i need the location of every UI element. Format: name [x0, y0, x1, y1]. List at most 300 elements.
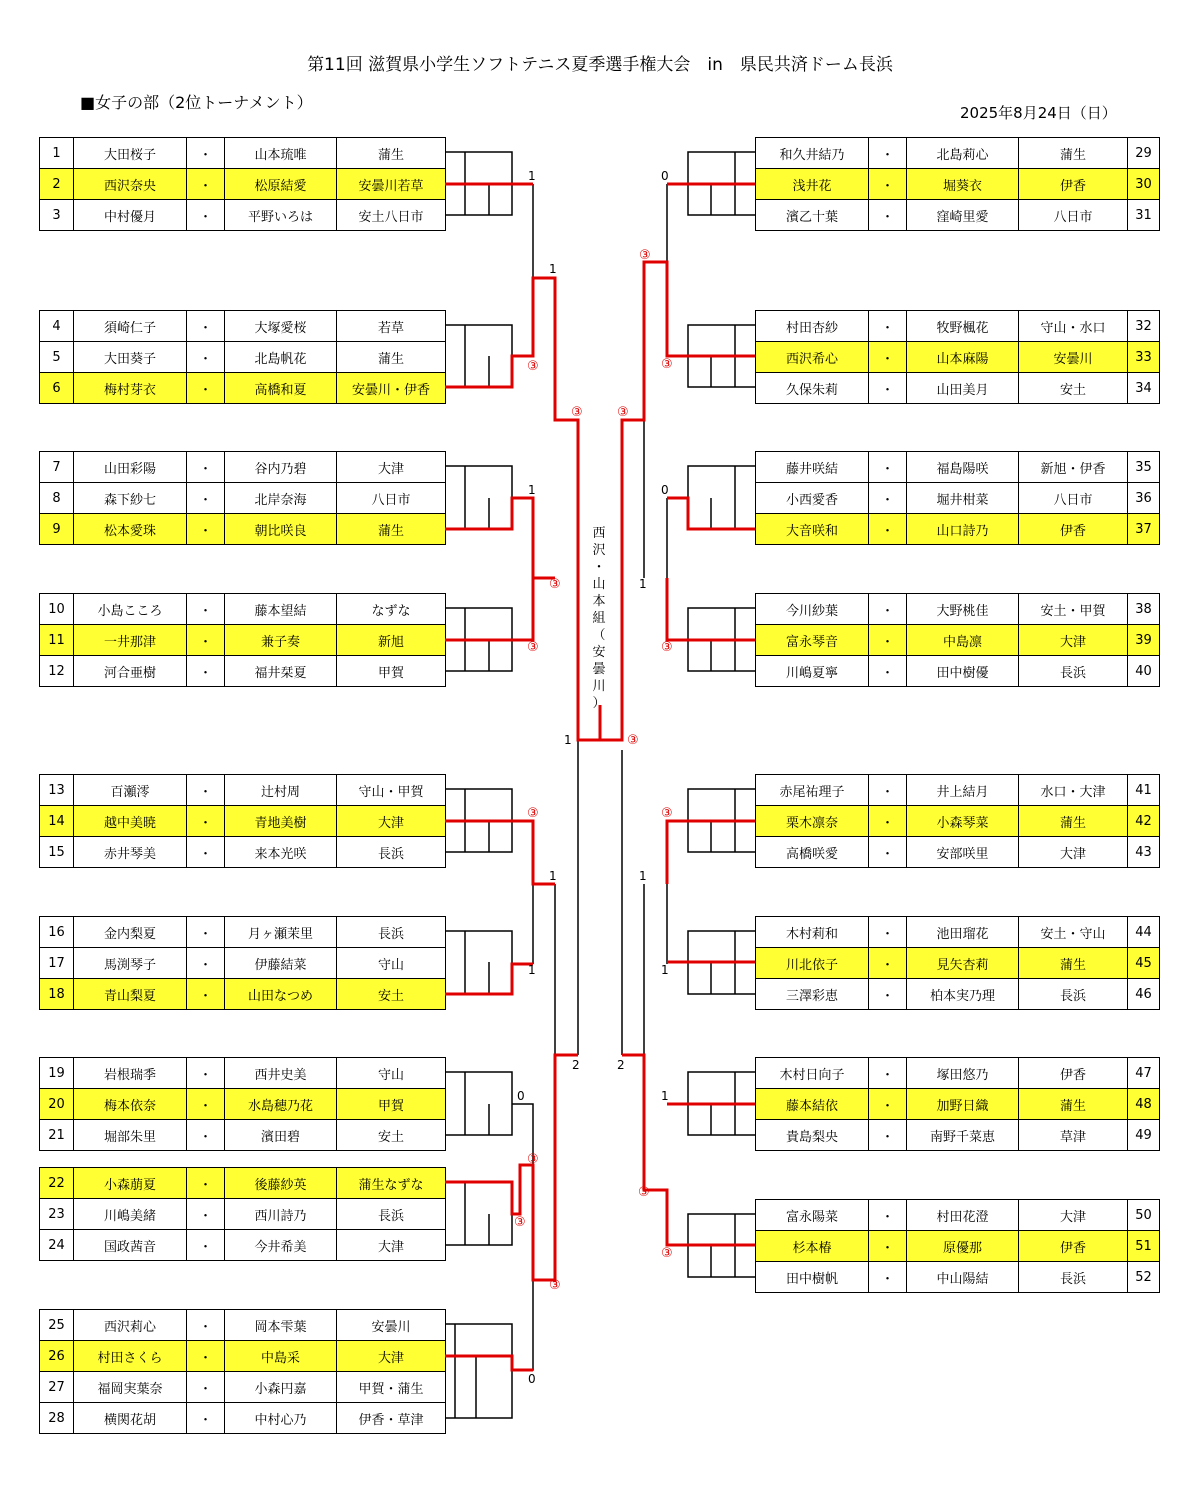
player2-name: 大塚愛桜 [225, 311, 337, 342]
entry-number: 40 [1128, 656, 1160, 687]
player2-name: 塚田悠乃 [907, 1058, 1019, 1089]
score-label: ③ [661, 1246, 673, 1261]
pair-separator: ・ [187, 1310, 225, 1341]
score-label: ③ [527, 806, 539, 821]
score-label: ③ [527, 640, 539, 655]
pair-separator: ・ [869, 342, 907, 373]
score-label: ③ [571, 405, 583, 420]
team-name: 蒲生 [1019, 948, 1128, 979]
entry-number: 32 [1128, 311, 1160, 342]
player2-name: 安部咲里 [907, 837, 1019, 868]
pair-separator: ・ [869, 483, 907, 514]
player1-name: 杉本椿 [756, 1231, 869, 1262]
player1-name: 大田桜子 [74, 138, 187, 169]
team-name: 蒲生 [337, 342, 446, 373]
entry-number: 6 [40, 373, 74, 404]
score-label: 0 [528, 1372, 536, 1386]
team-name: 安土八日市 [337, 200, 446, 231]
entry-number: 35 [1128, 452, 1160, 483]
entry-number: 46 [1128, 979, 1160, 1010]
pair-separator: ・ [869, 806, 907, 837]
player2-name: 小森琴菜 [907, 806, 1019, 837]
player1-name: 須崎仁子 [74, 311, 187, 342]
player1-name: 西沢莉心 [74, 1310, 187, 1341]
player2-name: 兼子奏 [225, 625, 337, 656]
player2-name: 牧野楓花 [907, 311, 1019, 342]
team-name: 水口・大津 [1019, 775, 1128, 806]
team-name: 甲賀 [337, 656, 446, 687]
champion-char: 曇 [592, 662, 606, 677]
entry-number: 49 [1128, 1120, 1160, 1151]
entry-number: 20 [40, 1089, 74, 1120]
entry-number: 23 [40, 1199, 74, 1230]
entry-number: 12 [40, 656, 74, 687]
pair-separator: ・ [869, 169, 907, 200]
pair-separator: ・ [187, 169, 225, 200]
pair-separator: ・ [187, 514, 225, 545]
entry-number: 44 [1128, 917, 1160, 948]
team-name: 草津 [1019, 1120, 1128, 1151]
pair-separator: ・ [869, 452, 907, 483]
entry-number: 15 [40, 837, 74, 868]
entry-number: 5 [40, 342, 74, 373]
player1-name: 川北依子 [756, 948, 869, 979]
champion-char: ・ [592, 560, 606, 575]
player2-name: 中島凛 [907, 625, 1019, 656]
player2-name: 池田瑠花 [907, 917, 1019, 948]
team-name: 守山・水口 [1019, 311, 1128, 342]
team-name: 蒲生 [337, 514, 446, 545]
player2-name: 松原結愛 [225, 169, 337, 200]
pair-separator: ・ [869, 1231, 907, 1262]
player2-name: 後藤紗英 [225, 1168, 337, 1199]
entry-number: 42 [1128, 806, 1160, 837]
champion-char: 沢 [592, 543, 606, 558]
entry-number: 10 [40, 594, 74, 625]
player1-name: 木村莉和 [756, 917, 869, 948]
pair-separator: ・ [187, 656, 225, 687]
pair-separator: ・ [869, 1089, 907, 1120]
entry-number: 26 [40, 1341, 74, 1372]
pair-separator: ・ [869, 138, 907, 169]
team-name: 蒲生 [1019, 138, 1128, 169]
player2-name: 山口詩乃 [907, 514, 1019, 545]
team-name: 八日市 [1019, 200, 1128, 231]
team-name: 大津 [337, 1341, 446, 1372]
team-name: 甲賀 [337, 1089, 446, 1120]
team-name: 蒲生 [1019, 806, 1128, 837]
player1-name: 田中樹帆 [756, 1262, 869, 1293]
entry-number: 4 [40, 311, 74, 342]
player1-name: 大音咲和 [756, 514, 869, 545]
team-name: 八日市 [1019, 483, 1128, 514]
team-name: 大津 [337, 806, 446, 837]
entry-number: 19 [40, 1058, 74, 1089]
player2-name: 見矢杏莉 [907, 948, 1019, 979]
pair-separator: ・ [187, 1372, 225, 1403]
entry-number: 25 [40, 1310, 74, 1341]
player1-name: 三澤彩恵 [756, 979, 869, 1010]
entry-number: 14 [40, 806, 74, 837]
team-name: なずな [337, 594, 446, 625]
score-label: ③ [661, 806, 673, 821]
player2-name: 中村心乃 [225, 1403, 337, 1434]
team-name: 大津 [337, 452, 446, 483]
player2-name: 水島穂乃花 [225, 1089, 337, 1120]
left-bracket-structure [445, 152, 578, 1418]
pair-separator: ・ [869, 373, 907, 404]
player1-name: 堀部朱里 [74, 1120, 187, 1151]
player2-name: 月ヶ瀬茉里 [225, 917, 337, 948]
champion-char: （ [592, 628, 606, 643]
score-label: ③ [661, 357, 673, 372]
pair-separator: ・ [869, 775, 907, 806]
player2-name: 福井栞夏 [225, 656, 337, 687]
pair-separator: ・ [187, 483, 225, 514]
team-name: 伊香 [1019, 514, 1128, 545]
player2-name: 西川詩乃 [225, 1199, 337, 1230]
event-date: 2025年8月24日（日） [960, 104, 1117, 122]
player2-name: 今井希美 [225, 1230, 337, 1261]
player2-name: 西井史美 [225, 1058, 337, 1089]
entry-number: 21 [40, 1120, 74, 1151]
player1-name: 川嶋美緒 [74, 1199, 187, 1230]
champion-char: ） [592, 696, 606, 711]
score-label: 2 [572, 1058, 580, 1072]
entry-number: 7 [40, 452, 74, 483]
player2-name: 藤本望結 [225, 594, 337, 625]
winner-path-lines [445, 184, 755, 1370]
score-label: 1 [549, 869, 557, 883]
player1-name: 富永陽菜 [756, 1200, 869, 1231]
pair-separator: ・ [869, 656, 907, 687]
team-name: 安曇川・伊香 [337, 373, 446, 404]
champion-char: 組 [592, 611, 606, 626]
score-label: ③ [527, 359, 539, 374]
player1-name: 金内梨夏 [74, 917, 187, 948]
right-bracket-structure [622, 152, 755, 1277]
player2-name: 高橋和夏 [225, 373, 337, 404]
team-name: 蒲生 [1019, 1089, 1128, 1120]
player1-name: 一井那津 [74, 625, 187, 656]
player2-name: 伊藤結菜 [225, 948, 337, 979]
pair-separator: ・ [869, 1120, 907, 1151]
team-name: 安曇川 [1019, 342, 1128, 373]
pair-separator: ・ [187, 594, 225, 625]
entry-number: 24 [40, 1230, 74, 1261]
player1-name: 富永琴音 [756, 625, 869, 656]
player1-name: 村田さくら [74, 1341, 187, 1372]
player1-name: 国政茜音 [74, 1230, 187, 1261]
entry-number: 29 [1128, 138, 1160, 169]
pair-separator: ・ [187, 837, 225, 868]
pair-separator: ・ [869, 948, 907, 979]
pair-separator: ・ [187, 917, 225, 948]
score-label: 0 [517, 1089, 525, 1103]
entry-number: 8 [40, 483, 74, 514]
score-label: ③ [638, 1185, 650, 1200]
team-name: 大津 [1019, 837, 1128, 868]
player1-name: 山田彩陽 [74, 452, 187, 483]
player1-name: 村田杏紗 [756, 311, 869, 342]
player2-name: 山本琉唯 [225, 138, 337, 169]
score-label: ③ [661, 640, 673, 655]
entry-number: 11 [40, 625, 74, 656]
team-name: 蒲生なずな [337, 1168, 446, 1199]
player1-name: 梅本依奈 [74, 1089, 187, 1120]
pair-separator: ・ [187, 1058, 225, 1089]
entry-number: 43 [1128, 837, 1160, 868]
score-label: 1 [549, 262, 557, 276]
pair-separator: ・ [187, 1168, 225, 1199]
pair-separator: ・ [187, 373, 225, 404]
player2-name: 村田花澄 [907, 1200, 1019, 1231]
entry-number: 36 [1128, 483, 1160, 514]
pair-separator: ・ [187, 452, 225, 483]
player2-name: 北島帆花 [225, 342, 337, 373]
pair-separator: ・ [869, 917, 907, 948]
score-label: 1 [639, 869, 647, 883]
player2-name: 山田美月 [907, 373, 1019, 404]
team-name: 伊香 [1019, 1231, 1128, 1262]
player1-name: 濱乙十葉 [756, 200, 869, 231]
pair-separator: ・ [187, 1120, 225, 1151]
score-label: 1 [528, 169, 536, 183]
pair-separator: ・ [187, 342, 225, 373]
pair-separator: ・ [869, 837, 907, 868]
player1-name: 小西愛香 [756, 483, 869, 514]
player1-name: 西沢希心 [756, 342, 869, 373]
team-name: 伊香・草津 [337, 1403, 446, 1434]
player1-name: 川嶋夏寧 [756, 656, 869, 687]
champion-char: 川 [592, 679, 606, 694]
player1-name: 馬渕琴子 [74, 948, 187, 979]
player1-name: 横関花胡 [74, 1403, 187, 1434]
entry-number: 1 [40, 138, 74, 169]
player2-name: 大野桃佳 [907, 594, 1019, 625]
player1-name: 岩根瑞季 [74, 1058, 187, 1089]
team-name: 安曇川若草 [337, 169, 446, 200]
entry-number: 45 [1128, 948, 1160, 979]
entry-number: 31 [1128, 200, 1160, 231]
player1-name: 西沢奈央 [74, 169, 187, 200]
score-label: ③ [514, 1215, 526, 1230]
team-name: 若草 [337, 311, 446, 342]
player1-name: 梅村芽衣 [74, 373, 187, 404]
team-name: 大津 [1019, 625, 1128, 656]
pair-separator: ・ [869, 594, 907, 625]
player2-name: 濱田碧 [225, 1120, 337, 1151]
entry-number: 51 [1128, 1231, 1160, 1262]
score-label: 1 [661, 1089, 669, 1103]
team-name: 蒲生 [337, 138, 446, 169]
pair-separator: ・ [187, 1199, 225, 1230]
pair-separator: ・ [869, 200, 907, 231]
tournament-title: 第11回 滋賀県小学生ソフトテニス夏季選手権大会 in 県民共済ドーム長浜 [307, 55, 893, 75]
player1-name: 栗木凛奈 [756, 806, 869, 837]
score-label: 0 [661, 483, 669, 497]
player1-name: 中村優月 [74, 200, 187, 231]
score-label: ③ [549, 1278, 561, 1293]
player2-name: 窪崎里愛 [907, 200, 1019, 231]
pair-separator: ・ [187, 1341, 225, 1372]
player2-name: 原優那 [907, 1231, 1019, 1262]
pair-separator: ・ [187, 979, 225, 1010]
pair-separator: ・ [187, 806, 225, 837]
entry-number: 13 [40, 775, 74, 806]
team-name: 守山・甲賀 [337, 775, 446, 806]
player2-name: 堀井柑菜 [907, 483, 1019, 514]
pair-separator: ・ [187, 311, 225, 342]
player2-name: 岡本雫葉 [225, 1310, 337, 1341]
player1-name: 浅井花 [756, 169, 869, 200]
player1-name: 福岡実葉奈 [74, 1372, 187, 1403]
entry-number: 33 [1128, 342, 1160, 373]
player1-name: 河合亜樹 [74, 656, 187, 687]
pair-separator: ・ [869, 979, 907, 1010]
pair-separator: ・ [187, 1230, 225, 1261]
score-label: ③ [639, 248, 651, 263]
pair-separator: ・ [187, 1403, 225, 1434]
player1-name: 和久井結乃 [756, 138, 869, 169]
champion-char: 山 [592, 577, 606, 592]
player2-name: 中島采 [225, 1341, 337, 1372]
entry-number: 52 [1128, 1262, 1160, 1293]
team-name: 甲賀・蒲生 [337, 1372, 446, 1403]
score-label: 1 [639, 577, 647, 591]
player1-name: 赤井琴美 [74, 837, 187, 868]
player2-name: 北島莉心 [907, 138, 1019, 169]
team-name: 伊香 [1019, 169, 1128, 200]
score-label: 1 [564, 733, 572, 747]
score-label: 1 [528, 963, 536, 977]
entry-number: 9 [40, 514, 74, 545]
entry-number: 30 [1128, 169, 1160, 200]
entry-number: 50 [1128, 1200, 1160, 1231]
player2-name: 堀葵衣 [907, 169, 1019, 200]
player1-name: 藤本結依 [756, 1089, 869, 1120]
pair-separator: ・ [187, 1089, 225, 1120]
team-name: 守山 [337, 1058, 446, 1089]
entry-number: 16 [40, 917, 74, 948]
team-name: 八日市 [337, 483, 446, 514]
team-name: 新旭・伊香 [1019, 452, 1128, 483]
score-label: ③ [527, 1152, 539, 1167]
player2-name: 山田なつめ [225, 979, 337, 1010]
pair-separator: ・ [869, 1200, 907, 1231]
player2-name: 青地美樹 [225, 806, 337, 837]
player1-name: 松本愛珠 [74, 514, 187, 545]
player1-name: 赤尾祐理子 [756, 775, 869, 806]
entry-number: 18 [40, 979, 74, 1010]
player1-name: 越中美暁 [74, 806, 187, 837]
player2-name: 山本麻陽 [907, 342, 1019, 373]
pair-separator: ・ [869, 514, 907, 545]
player1-name: 藤井咲結 [756, 452, 869, 483]
entry-number: 37 [1128, 514, 1160, 545]
player2-name: 中山陽結 [907, 1262, 1019, 1293]
team-name: 安曇川 [337, 1310, 446, 1341]
player2-name: 小森円嘉 [225, 1372, 337, 1403]
entry-number: 28 [40, 1403, 74, 1434]
team-name: 長浜 [337, 917, 446, 948]
player2-name: 加野日織 [907, 1089, 1019, 1120]
player2-name: 来本光咲 [225, 837, 337, 868]
player2-name: 谷内乃碧 [225, 452, 337, 483]
team-name: 守山 [337, 948, 446, 979]
entry-number: 17 [40, 948, 74, 979]
team-name: 安土 [1019, 373, 1128, 404]
division-subtitle: ■女子の部（2位トーナメント） [80, 93, 313, 112]
team-name: 大津 [1019, 1200, 1128, 1231]
team-name: 安土 [337, 979, 446, 1010]
pair-separator: ・ [187, 948, 225, 979]
team-name: 新旭 [337, 625, 446, 656]
entry-number: 3 [40, 200, 74, 231]
team-name: 大津 [337, 1230, 446, 1261]
score-label: ③ [627, 733, 639, 748]
pair-separator: ・ [187, 200, 225, 231]
entry-number: 2 [40, 169, 74, 200]
entry-number: 48 [1128, 1089, 1160, 1120]
team-name: 長浜 [1019, 979, 1128, 1010]
player1-name: 小森萠夏 [74, 1168, 187, 1199]
player2-name: 南野千菜恵 [907, 1120, 1019, 1151]
player1-name: 木村日向子 [756, 1058, 869, 1089]
player1-name: 今川紗葉 [756, 594, 869, 625]
team-name: 安土・守山 [1019, 917, 1128, 948]
entry-number: 47 [1128, 1058, 1160, 1089]
score-label: 1 [661, 963, 669, 977]
team-name: 長浜 [1019, 656, 1128, 687]
score-label: 2 [617, 1058, 625, 1072]
player1-name: 小島こころ [74, 594, 187, 625]
player1-name: 大田葵子 [74, 342, 187, 373]
score-label: ③ [549, 577, 561, 592]
player2-name: 朝比咲良 [225, 514, 337, 545]
player2-name: 井上結月 [907, 775, 1019, 806]
player2-name: 北岸奈海 [225, 483, 337, 514]
team-name: 長浜 [1019, 1262, 1128, 1293]
team-name: 長浜 [337, 1199, 446, 1230]
entry-number: 38 [1128, 594, 1160, 625]
pair-separator: ・ [869, 1058, 907, 1089]
entry-number: 27 [40, 1372, 74, 1403]
champion-label [589, 525, 609, 712]
player1-name: 百瀬澪 [74, 775, 187, 806]
champion-char: 安 [592, 645, 606, 660]
pair-separator: ・ [869, 1262, 907, 1293]
score-label: ③ [617, 405, 629, 420]
pair-separator: ・ [869, 625, 907, 656]
pair-separator: ・ [187, 138, 225, 169]
entry-number: 39 [1128, 625, 1160, 656]
player2-name: 柏本実乃理 [907, 979, 1019, 1010]
champion-char: 西 [592, 526, 606, 541]
player1-name: 森下紗七 [74, 483, 187, 514]
team-name: 伊香 [1019, 1058, 1128, 1089]
player1-name: 青山梨夏 [74, 979, 187, 1010]
pair-separator: ・ [187, 625, 225, 656]
entry-number: 41 [1128, 775, 1160, 806]
player1-name: 貴島梨央 [756, 1120, 869, 1151]
team-name: 安土・甲賀 [1019, 594, 1128, 625]
pair-separator: ・ [187, 775, 225, 806]
team-name: 安土 [337, 1120, 446, 1151]
player1-name: 久保朱莉 [756, 373, 869, 404]
score-label: 0 [661, 169, 669, 183]
score-label: 1 [528, 483, 536, 497]
